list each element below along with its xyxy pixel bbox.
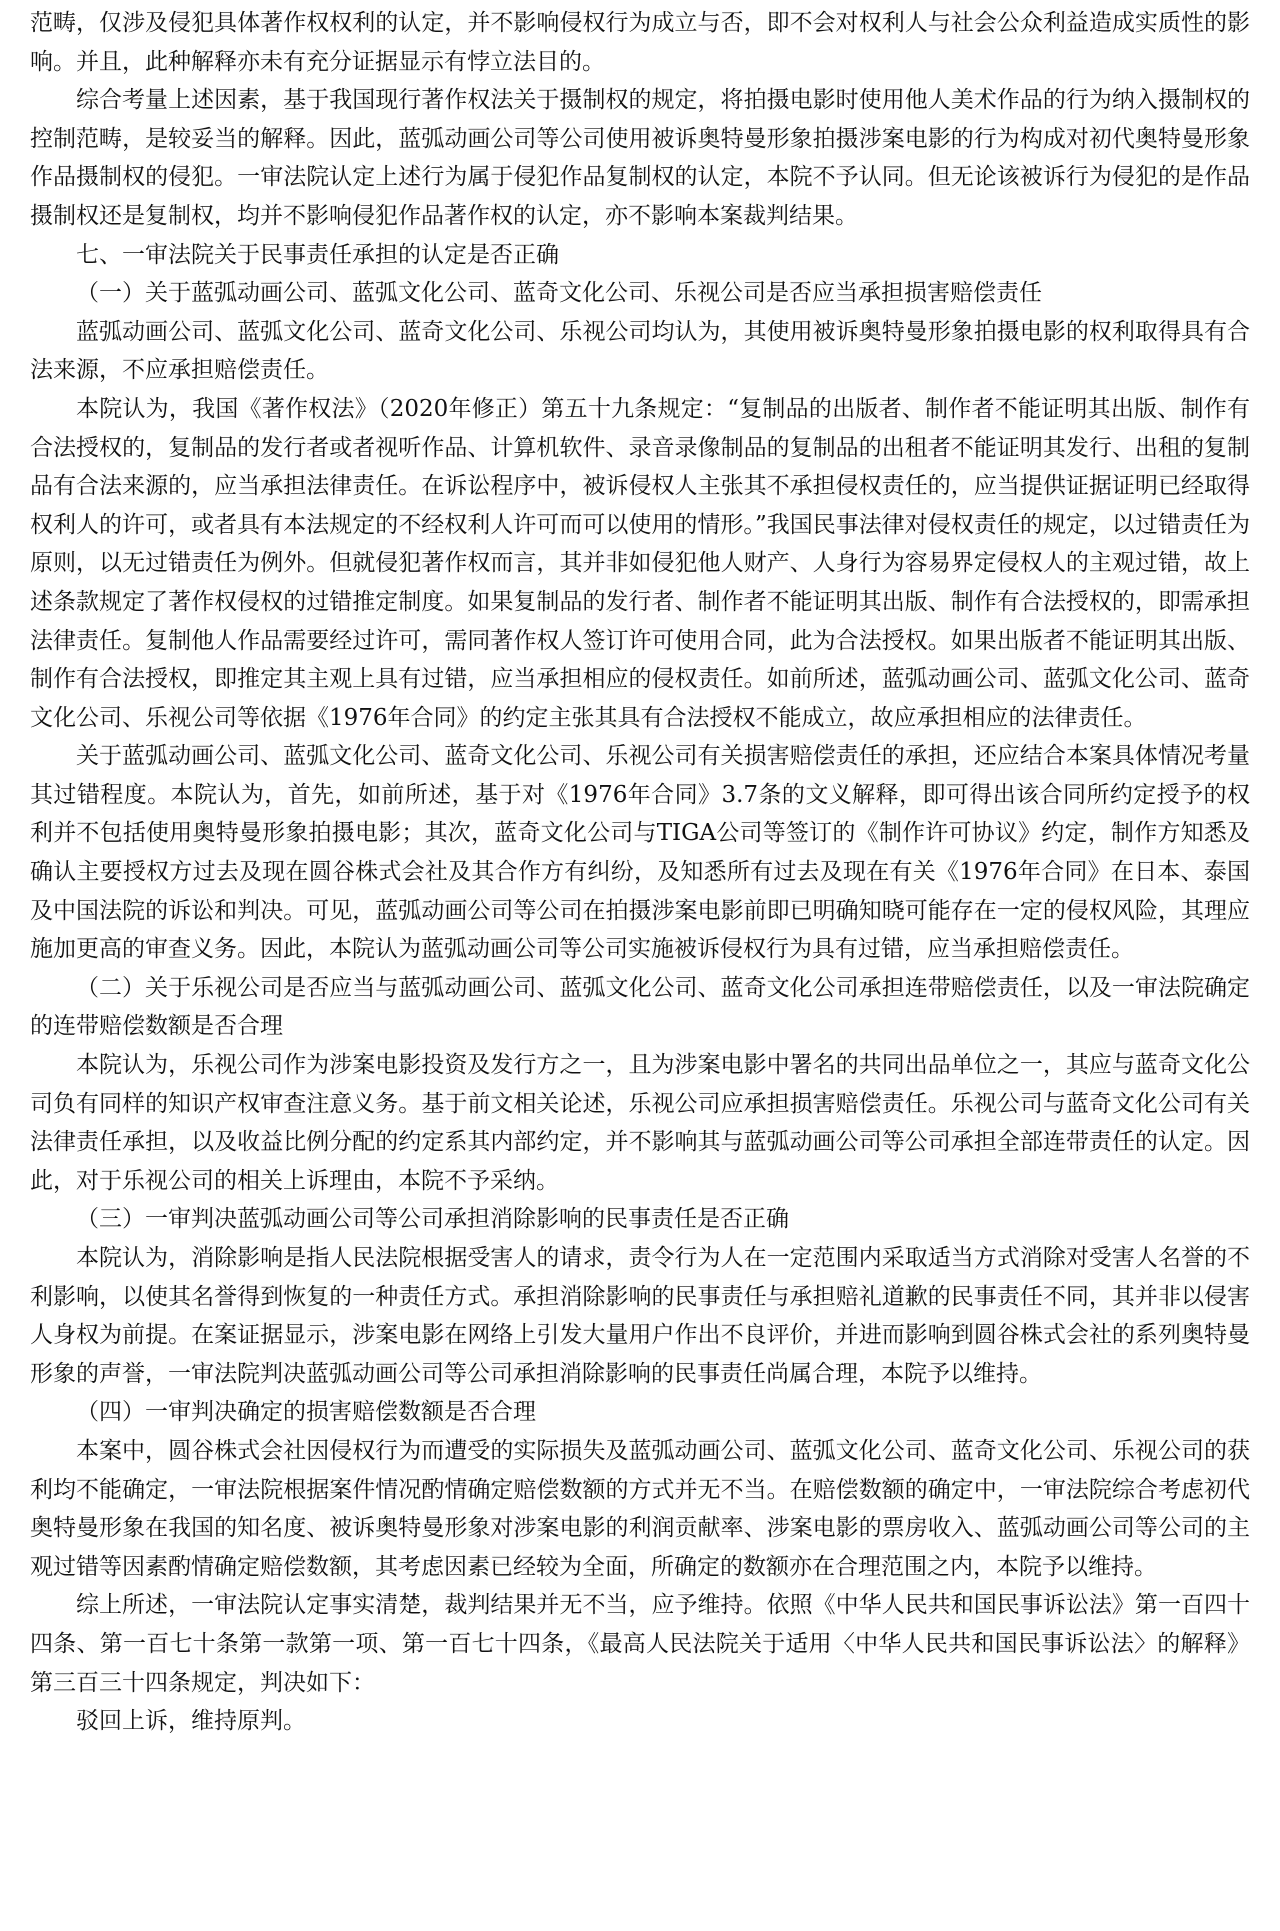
subsection-heading-3: （三）一审判决蓝弧动画公司等公司承担消除影响的民事责任是否正确 (76, 1206, 789, 1233)
subsection-heading-2: （二）关于乐视公司是否应当与蓝弧动画公司、蓝弧文化公司、蓝奇文化公司承担连带赔偿责任，以及一审法院确定的连带赔偿数额是否合理 (30, 974, 1250, 1040)
subsection-heading-1: （一）关于蓝弧动画公司、蓝弧文化公司、蓝奇文化公司、乐视公司是否应当承担损害赔偿责任 (76, 280, 1042, 307)
paragraph-14: 综上所述，一审法院认定事实清楚，裁判结果并无不当，应予维持。依照《中华人民共和国民事诉讼法》第一百四十四条、第一百七十条第一款第一项、第一百七十四条，《最高人民法院关于适用〈中华人民共和国民事诉讼法〉的解释》第三百三十四条规定，判决如下： (30, 1592, 1250, 1696)
judgment-verdict: 驳回上诉，维持原判。 (76, 1708, 306, 1735)
paragraph-7: 关于蓝弧动画公司、蓝弧文化公司、蓝奇文化公司、乐视公司有关损害赔偿责任的承担，还应结合本案具体情况考量其过错程度。本院认为，首先，如前所述，基于对《1976年合同》3.7条的文义解释，即可得出该合同所约定授予的权利并不包括使用奥特曼形象拍摄电影；其次，蓝奇文化公司与TIGA公司等签订的《制作许可协议》约定，制作方知悉及确认主要授权方过去及现在圆谷株式会社及其合作方有纠纷，及知悉所有过去及现在有关《1976年合同》在日本、泰国及中国法院的诉讼和判决。可见，蓝弧动画公司等公司在拍摄涉案电影前即已明确知晓可能存在一定的侵权风险，其理应施加更高的审查义务。因此，本院认为蓝弧动画公司等公司实施被诉侵权行为具有过错，应当承担赔偿责任。 (30, 743, 1250, 963)
subsection-heading-4: （四）一审判决确定的损害赔偿数额是否合理 (76, 1399, 536, 1426)
paragraph-1: 范畴，仅涉及侵犯具体著作权权利的认定，并不影响侵权行为成立与否，即不会对权利人与社会公众利益造成实质性的影响。并且，此种解释亦未有充分证据显示有悖立法目的。 (30, 10, 1250, 75)
paragraph-13: 本案中，圆谷株式会社因侵权行为而遭受的实际损失及蓝弧动画公司、蓝弧文化公司、蓝奇文化公司、乐视公司的获利均不能确定，一审法院根据案件情况酌情确定赔偿数额的方式并无不当。在赔偿数额的确定中，一审法院综合考虑初代奥特曼形象在我国的知名度、被诉奥特曼形象对涉案电影的利润贡献率、涉案电影的票房收入、蓝弧动画公司等公司的主观过错等因素酌情确定赔偿数额，其考虑因素已经较为全面，所确定的数额亦在合理范围之内，本院予以维持。 (30, 1437, 1250, 1580)
paragraph-11: 本院认为，消除影响是指人民法院根据受害人的请求，责令行为人在一定范围内采取适当方式消除对受害人名誉的不利影响，以使其名誉得到恢复的一种责任方式。承担消除影响的民事责任与承担赔礼道歉的民事责任不同，其并非以侵害人身权为前提。在案证据显示，涉案电影在网络上引发大量用户作出不良评价，并进而影响到圆谷株式会社的系列奥特曼形象的声誉，一审法院判决蓝弧动画公司等公司承担消除影响的民事责任尚属合理，本院予以维持。 (30, 1245, 1250, 1387)
paragraph-6: 本院认为，我国《著作权法》（2020年修正）第五十九条规定：“复制品的出版者、制作者不能证明其出版、制作有合法授权的，复制品的发行者或者视听作品、计算机软件、录音录像制品的复制品的出租者不能证明其发行、出租的复制品有合法来源的，应当承担法律责任。在诉讼程序中，被诉侵权人主张其不承担侵权责任的，应当提供证据证明已经取得权利人的许可，或者具有本法规定的不经权利人许可而可以使用的情形。”我国民事法律对侵权责任的规定，以过错责任为原则，以无过错责任为例外。但就侵犯著作权而言，其并非如侵犯他人财产、人身行为容易界定侵权人的主观过错，故上述条款规定了著作权侵权的过错推定制度。如果复制品的发行者、制作者不能证明其出版、制作有合法授权的，即需承担法律责任。复制他人作品需要经过许可，需同著作权人签订许可使用合同，此为合法授权。如果出版者不能证明其出版、制作有合法授权，即推定其主观上具有过错，应当承担相应的侵权责任。如前所述，蓝弧动画公司、蓝弧文化公司、蓝奇文化公司、乐视公司等依据《1976年合同》的约定主张其具有合法授权不能成立，故应承担相应的法律责任。 (30, 395, 1250, 731)
section-heading-7: 七、一审法院关于民事责任承担的认定是否正确 (76, 241, 559, 268)
paragraph-2: 综合考量上述因素，基于我国现行著作权法关于摄制权的规定，将拍摄电影时使用他人美术作品的行为纳入摄制权的控制范畴，是较妥当的解释。因此，蓝弧动画公司等公司使用被诉奥特曼形象拍摄涉案电影的行为构成对初代奥特曼形象作品摄制权的侵犯。一审法院认定上述行为属于侵犯作品复制权的认定，本院不予认同。但无论该被诉行为侵犯的是作品摄制权还是复制权，均并不影响侵犯作品著作权的认定，亦不影响本案裁判结果。 (30, 87, 1250, 229)
paragraph-9: 本院认为，乐视公司作为涉案电影投资及发行方之一，且为涉案电影中署名的共同出品单位之一，其应与蓝奇文化公司负有同样的知识产权审查注意义务。基于前文相关论述，乐视公司应承担损害赔偿责任。乐视公司与蓝奇文化公司有关法律责任承担，以及收益比例分配的约定系其内部约定，并不影响其与蓝弧动画公司等公司承担全部连带责任的认定。因此，对于乐视公司的相关上诉理由，本院不予采纳。 (30, 1052, 1250, 1194)
paragraph-5: 蓝弧动画公司、蓝弧文化公司、蓝奇文化公司、乐视公司均认为，其使用被诉奥特曼形象拍摄电影的权利取得具有合法来源，不应承担赔偿责任。 (30, 318, 1250, 384)
